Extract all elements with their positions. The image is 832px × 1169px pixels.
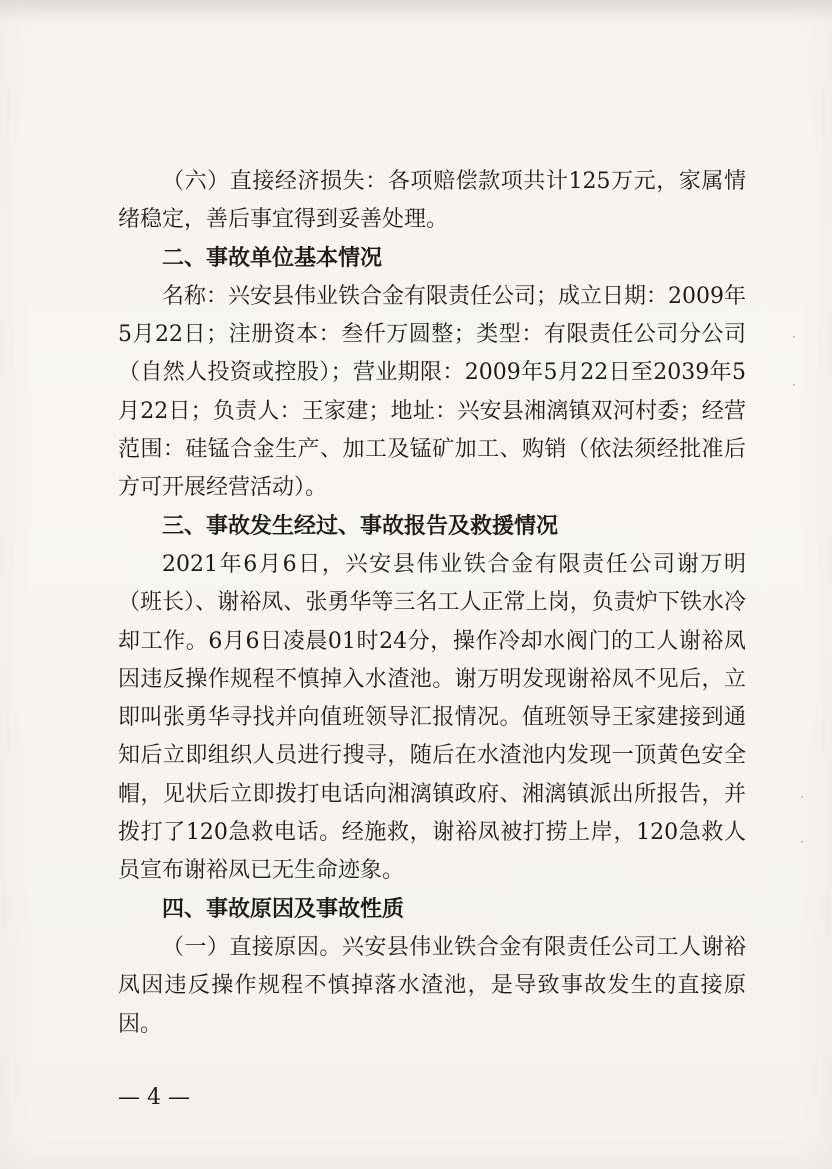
page-number: — 4 —	[118, 1085, 190, 1110]
heading-company-basic-info: 二、事故单位基本情况	[162, 245, 383, 271]
paragraph-company-details: 名称：兴安县伟业铁合金有限责任公司；成立日期：2009年5月22日；注册资本：叁仟万圆整；类型：有限责任公司分公司（自然人投资或控股）；营业期限：2009年5月22日至2039年5月22日；负责人：王家建；地址：兴安县湘漓镇双河村委；经营范围：硅锰合金生产、加工及锰矿加工、购销（依法须经批准后方可开展经营活动）。	[118, 283, 746, 501]
scan-speck: ·	[800, 835, 804, 849]
paragraph-direct-economic-loss: （六）直接经济损失：各项赔偿款项共计125万元，家属情绪稳定，善后事宜得到妥善处理。	[118, 169, 746, 233]
scan-speck: ·	[800, 790, 804, 804]
document-body	[118, 163, 746, 1044]
heading-accident-process: 三、事故发生经过、事故报告及救援情况	[162, 513, 559, 539]
scan-shadow	[0, 0, 832, 20]
paragraph-accident-process: 2021年6月6日，兴安县伟业铁合金有限责任公司谢万明（班长）、谢裕凤、张勇华等三名工人正常上岗，负责炉下铁水冷却工作。6月6日凌晨01时24分，操作冷却水阀门的工人谢裕凤因违反操作规程不慎掉入水渣池。谢万明发现谢裕凤不见后，立即叫张勇华寻找并向值班领导汇报情况。值班领导王家建接到通知后立即组织人员进行搜寻，随后在水渣池内发现一顶黄色安全帽，见状后立即拨打电话向湘漓镇政府、湘漓镇派出所报告，并拨打了120急救电话。经施救，谢裕凤被打捞上岸，120急救人员宣布谢裕凤已无生命迹象。	[118, 551, 746, 884]
paragraph-direct-cause: （一）直接原因。兴安县伟业铁合金有限责任公司工人谢裕凤因违反操作规程不慎掉落水渣池，是导致事故发生的直接原因。	[118, 934, 746, 1037]
scan-speck: ·	[792, 378, 796, 392]
scan-speck: ·	[792, 330, 796, 344]
heading-accident-cause: 四、事故原因及事故性质	[162, 896, 405, 922]
